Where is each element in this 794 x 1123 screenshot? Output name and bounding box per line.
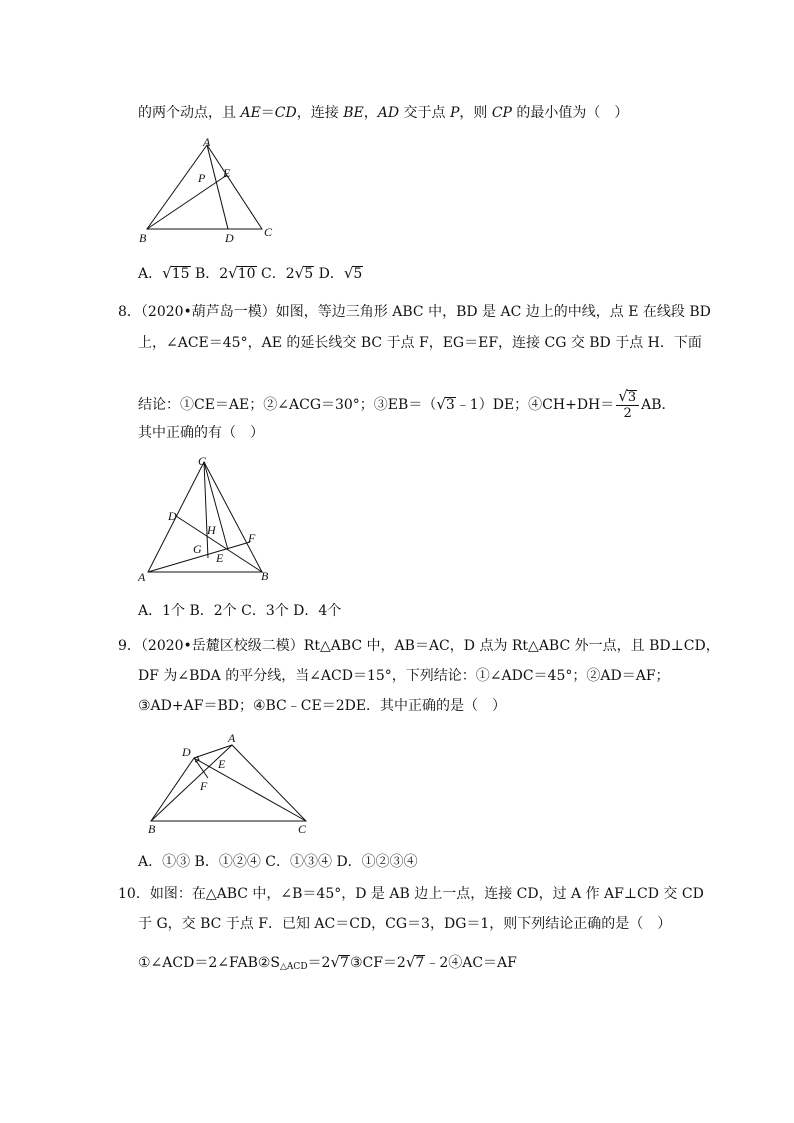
q7-label-c: C bbox=[264, 225, 273, 239]
q10-text-line-3: $①\angle ACD=2\angle FAB②S_{\triangle ACD}=2√7③CF=2√7﹣2④AC=AF$ bbox=[138, 953, 517, 972]
q10-text-line-1: 10．如图：在△ABC 中，∠B＝45°，D 是 AB 边上一点，连接 CD，过 A 作 AF⊥CD 交 CD bbox=[118, 886, 704, 902]
q9-options: A．①③ B．①②④ C．①③④ D．①②③④ bbox=[138, 854, 418, 870]
q9-label-f: F bbox=[200, 779, 208, 793]
q8-label-f: F bbox=[248, 531, 256, 545]
q8-label-e: E bbox=[216, 551, 224, 565]
q9-segment-dc bbox=[194, 758, 306, 821]
q8-fraction: $\frac{√3}{2}$ bbox=[616, 389, 639, 421]
q7-triangle-abc bbox=[147, 145, 262, 229]
q7-segment-ad bbox=[207, 145, 228, 229]
q9-label-d: D bbox=[182, 745, 191, 759]
q8-options: A．1个 B．2个 C．3个 D．4个 bbox=[138, 603, 342, 619]
q8-text-line-4: 其中正确的有（ ） bbox=[138, 425, 264, 441]
q9-quadrilateral bbox=[151, 745, 306, 821]
q7-options: A．√15 B．2√10 C．2√5 D．√5 bbox=[138, 264, 363, 282]
q8-label-c: C bbox=[198, 454, 207, 468]
q10-text-line-2: 于 G，交 BC 于点 F．已知 AC＝CD，CG＝3，DG＝1，则下列结论正确的是（ ） bbox=[138, 916, 672, 932]
q9-text-line-3: ③AD+AF＝BD；④BC﹣CE＝2DE．其中正确的是（ ） bbox=[138, 698, 507, 714]
q9-label-e: E bbox=[218, 757, 226, 771]
q9-label-b: B bbox=[148, 822, 156, 836]
q7-segment-be bbox=[147, 175, 227, 229]
q8-text-line-1: 8．（2020•葫芦岛一模）如图，等边三角形 ABC 中，BD 是 AC 边上的中线，点 E 在线段 BD bbox=[118, 304, 711, 320]
q8-label-h: H bbox=[207, 523, 216, 537]
q7-label-b: B bbox=[139, 231, 147, 245]
q9-label-a: A bbox=[228, 731, 236, 745]
q9-text-line-1: 9．（2020•岳麓区校级二模）Rt△ABC 中，AB＝AC，D 点为 Rt△ABC 外一点，且 BD⊥CD， bbox=[118, 638, 720, 654]
q7-text-line: 的两个动点，且 AE＝CD，连接 BE，AD 交于点 P，则 CP 的最小值为（ ） bbox=[138, 105, 629, 121]
q8-label-b: B bbox=[261, 569, 269, 583]
q7-label-d: D bbox=[225, 231, 234, 245]
q7-label-p: P bbox=[198, 171, 206, 185]
q7-label-a: A bbox=[203, 135, 211, 149]
q9-label-c: C bbox=[298, 822, 307, 836]
q9-text-line-2: DF 为∠BDA 的平分线，当∠ACD＝15°，下列结论：①∠ADC＝45°；②AD＝AF； bbox=[138, 668, 670, 684]
q8-label-d: D bbox=[168, 509, 177, 523]
q8-text-line-2: 上，∠ACE＝45°，AE 的延长线交 BC 于点 F，EG＝EF，连接 CG 交 BD 于点 H．下面 bbox=[138, 335, 702, 351]
q8-segment-cg bbox=[204, 462, 208, 558]
q8-label-g: G bbox=[193, 542, 202, 556]
q8-label-a: A bbox=[138, 570, 146, 584]
q7-label-e: E bbox=[223, 166, 231, 180]
q8-text-line-3: 结论：①CE＝AE；②∠ACG＝30°；③EB＝（√3﹣1）DE；④CH+DH＝ $\frac{√3}{2}$ AB． bbox=[138, 387, 676, 421]
